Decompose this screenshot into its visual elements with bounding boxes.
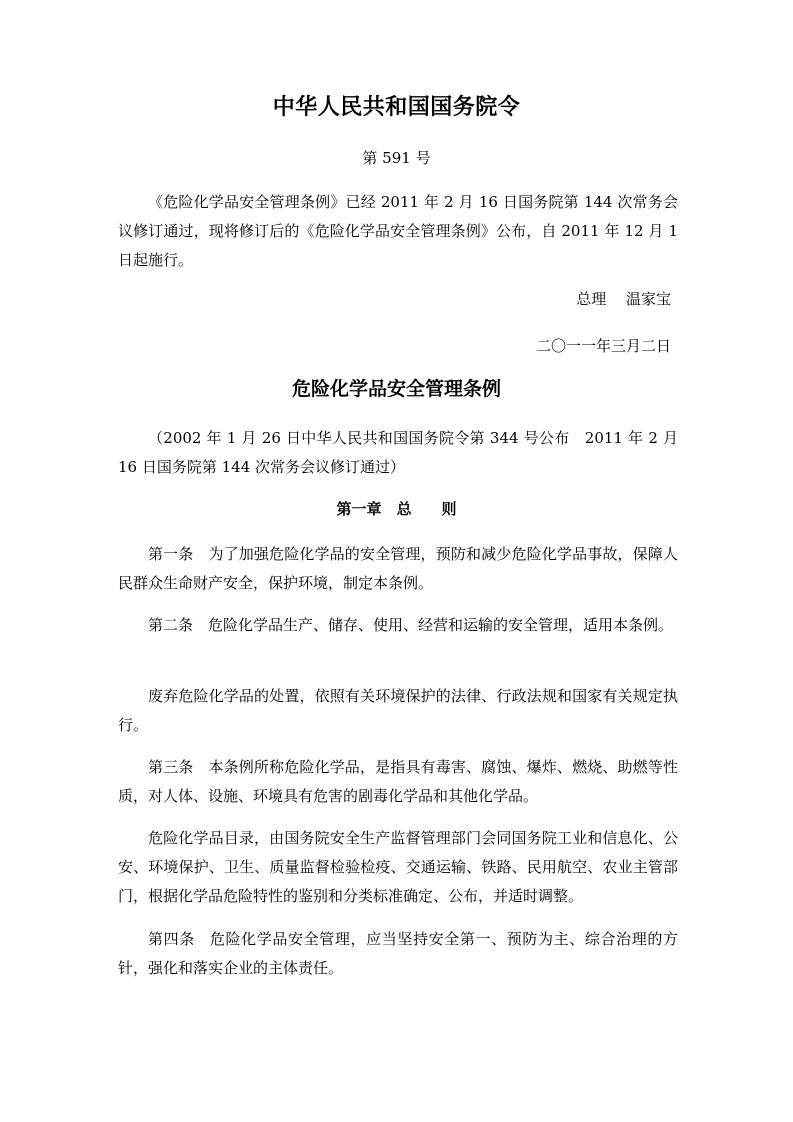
article-4	[118, 925, 678, 983]
article-text: 危险化学品安全管理，应当坚持安全第一、预防为主、综合治理的方针，强化和落实企业的主体责任。	[118, 930, 678, 977]
decree-title: 中华人民共和国国务院令	[272, 95, 521, 120]
article-number: 第一条	[148, 545, 194, 563]
article-number: 第四条	[148, 930, 195, 948]
article-2	[118, 611, 678, 640]
decree-signatory: 总理 温家宝	[576, 290, 671, 308]
article-text: 危险化学品生产、储存、使用、经营和运输的安全管理，适用本条例。	[208, 616, 674, 634]
article-1	[118, 540, 678, 598]
regulation-note-block	[118, 424, 678, 482]
article-text: 为了加强危险化学品的安全管理，预防和减少危险化学品事故，保障人民群众生命财产安全，保护环境，制定本条例。	[118, 545, 678, 592]
decree-body: 《危险化学品安全管理条例》已经 2011 年 2 月 16 日国务院第 144 次常务会议修订通过，现将修订后的《危险化学品安全管理条例》公布，自 2011 年 12 月 1 日起施行。	[118, 193, 678, 269]
article-number: 第三条	[148, 758, 194, 776]
article-text: 本条例所称危险化学品，是指具有毒害、腐蚀、爆炸、燃烧、助燃等性质，对人体、设施、环境具有危害的剧毒化学品和其他化学品。	[118, 758, 678, 805]
regulation-note: （2002 年 1 月 26 日中华人民共和国国务院令第 344 号公布 2011 年 2 月 16 日国务院第 144 次常务会议修订通过）	[118, 429, 678, 476]
regulation-title: 危险化学品安全管理条例	[291, 378, 501, 400]
chapter-heading: 第一章 总 则	[336, 500, 457, 518]
article-text: 危险化学品目录，由国务院安全生产监督管理部门会同国务院工业和信息化、公安、环境保护、卫生、质量监督检验检疫、交通运输、铁路、民用航空、农业主管部门，根据化学品危险特性的鉴别和分类标准确定、公布，并适时调整。	[118, 829, 678, 905]
article-3	[118, 753, 678, 811]
article-3-paragraph-2	[118, 824, 678, 911]
decree-date: 二〇一一年三月二日	[535, 337, 671, 355]
decree-body-block	[118, 188, 678, 275]
article-text: 废弃危险化学品的处置，依照有关环境保护的法律、行政法规和国家有关规定执行。	[118, 687, 678, 734]
decree-number: 第 591 号	[362, 149, 431, 167]
article-2-paragraph-2	[118, 682, 678, 740]
article-number: 第二条	[148, 616, 194, 634]
